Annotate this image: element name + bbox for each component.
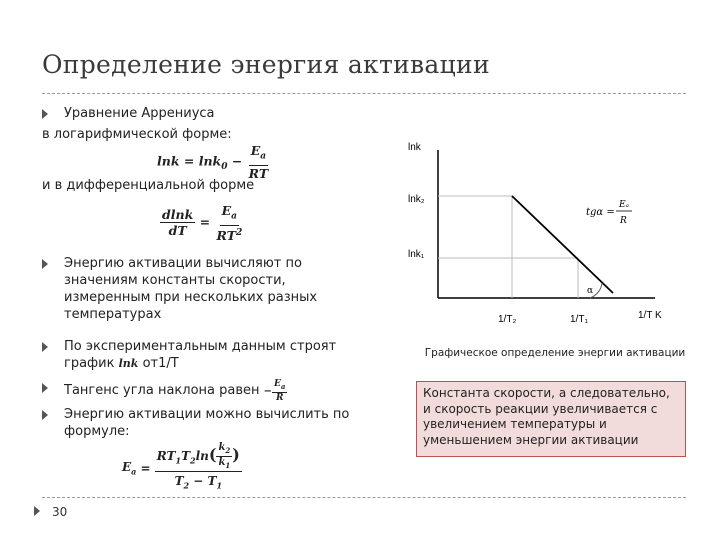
- bullet-arrow-icon: [42, 259, 48, 269]
- text-log-form: в логарифмической форме:: [42, 127, 232, 142]
- alpha-label: α: [587, 286, 594, 296]
- page-number: 30: [52, 505, 68, 519]
- x-axis-label: 1/T K: [638, 310, 662, 321]
- bullet-arrhenius: Уравнение Аррениуса: [64, 106, 215, 121]
- slide-title: Определение энергия активации: [42, 50, 490, 79]
- bullet-slope: Тангенс угла наклона равен − $\frac{E_a}{R}$: [64, 379, 286, 403]
- bullet-arrow-icon: [42, 342, 48, 352]
- bullet-arrow-icon: [42, 109, 48, 119]
- text-diff-form: и в дифференциальной форме: [42, 178, 255, 193]
- formula-arrhenius-log: lnk = lnk$_0$ − $\frac{E_a}{RT}$: [157, 143, 269, 181]
- y-tick-lnk1: lnk₁: [408, 249, 425, 260]
- formula-arrhenius-diff: $\frac{dlnk}{dT}$ = $\frac{E_a}{RT^2}$: [162, 203, 243, 243]
- graph-caption: Графическое определение энергии активации: [424, 347, 686, 359]
- slope-denominator: R: [620, 216, 627, 226]
- footer-divider: [42, 497, 686, 498]
- slope-label: tgα =: [586, 207, 615, 218]
- bullet-arrow-icon: [42, 383, 48, 393]
- y-tick-lnk2: lnk₂: [408, 194, 425, 205]
- y-axis-label: lnk: [408, 142, 421, 153]
- bullet-formula-intro: Энергию активации можно вычислить по формуле:: [64, 407, 350, 439]
- bullet-activation-energy: Энергию активации вычисляют по значениям константы скорости, измеренным при нескольких разных температурах: [64, 256, 318, 322]
- conclusion-box: Константа скорости, а следовательно, и скорость реакции увеличивается с увеличением температуры и уменьшением энергии активации: [416, 381, 686, 457]
- x-tick-t1: 1/T₁: [570, 314, 588, 325]
- bullet-arrow-icon: [42, 410, 48, 420]
- x-tick-t2: 1/T₂: [498, 314, 517, 325]
- page-arrow-icon: [34, 506, 40, 516]
- arrhenius-plot: [400, 135, 700, 335]
- bullet-plot-graph: По экспериментальным данным строят график lnk от1/Т: [64, 339, 337, 371]
- slope-numerator: Eₐ: [619, 200, 629, 210]
- formula-activation-energy: $E_a$ = $RT_1T_2\ln$( $\frac{k_2}{k_1}$ ) $T_2 - T_1$: [122, 442, 240, 491]
- title-divider: [42, 93, 686, 94]
